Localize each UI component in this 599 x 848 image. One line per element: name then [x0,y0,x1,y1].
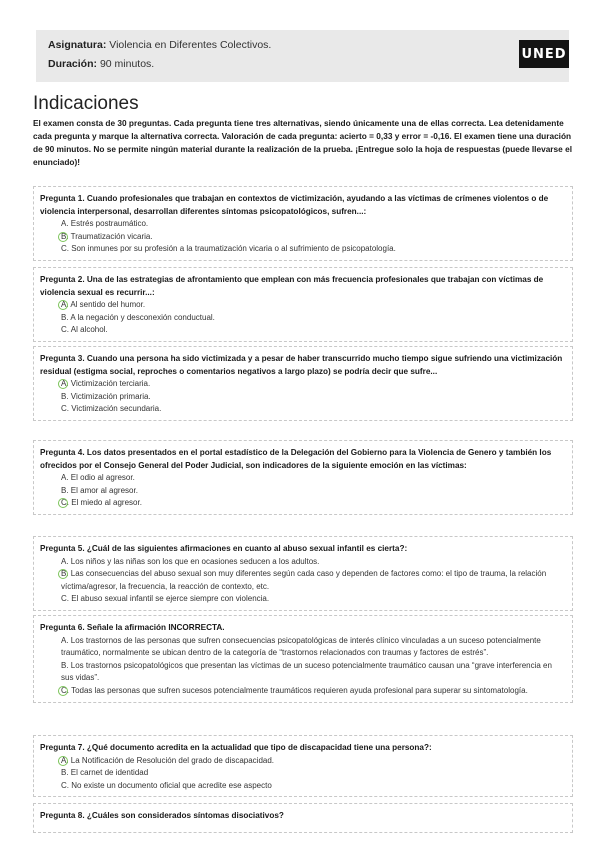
answer-option[interactable]: C. Victimización secundaria. [61,404,162,414]
answer-option[interactable]: C. Al alcohol. [61,325,108,335]
exam-header [36,30,569,82]
question-block [33,186,573,261]
answer-option[interactable]: C. Son inmunes por su profesión a la traumatización vicaria o al sufrimiento de psicopatología. [61,244,396,254]
question-block [33,735,573,797]
question-block [33,440,573,515]
question-stem: Pregunta 3. Cuando una persona ha sido victimizada y a pesar de haber transcurrido mucho tiempo sigue sufriendo una victimización residual (estigma social, reproches o comentarios negativos a largo plazo) se podría decir que sufre... [40,354,563,376]
instructions-text: El examen consta de 30 preguntas. Cada pregunta tiene tres alternativas, siendo únicamente una de ellas correcta. Lea detenidamente cada pregunta y marque la alternativa correcta. Valoración de cada pregunta: acierto = 0,33 y error = -0,16. El examen tiene una duración de 90 minutos. No se permite ningún material durante la realización de la prueba. ¡Entregue solo la hoja de respuestas (puede llevarse el enunciado)! [33,118,572,167]
question-stem: Pregunta 2. Una de las estrategias de afrontamiento que emplean con más frecuencia profesionales que trabajan con víctimas de violencia sexual es recurrir...: [40,275,544,297]
answer-option[interactable]: A. Los trastornos de las personas que sufren consecuencias psicopatológicas de interés clínico vinculadas a un suceso potencialmente traumático, normalmente se ubican dentro de la categoría de “trastornos relacionados con traumas y factores de estrés”. [61,635,541,658]
answer-option-marked[interactable]: A. Al sentido del humor. [40,299,566,312]
question-block [33,615,573,703]
answer-option-marked[interactable]: C. Todas las personas que sufren sucesos potencialmente traumáticos requieren ayuda profesional para superar su sintomatología. [40,685,566,698]
question-stem: Pregunta 4. Los datos presentados en el portal estadístico de la Delegación del Gobierno para la Violencia de Genero y también los ofrecidos por el Consejo General del Poder Judicial, son indicadores de la siguiente emoción en las víctimas: [40,448,552,470]
duration-value: 90 minutos. [99,58,155,70]
answer-option[interactable]: B. El carnet de identidad [61,768,149,778]
answer-option[interactable]: A. Los niños y las niñas son los que en ocasiones seducen a los adultos. [61,556,320,566]
subject-line [48,39,271,51]
question-stem: Pregunta 1. Cuando profesionales que trabajan en contextos de victimización, ayudando a las víctimas de crímenes violentos o de violencia interpersonal, desarrollan diferentes síntomas psicopatológicos, sufren...: [40,194,549,216]
duration-label: Duración: [48,58,98,70]
question-block [33,346,573,421]
question-stem: Pregunta 5. ¿Cuál de las siguientes afirmaciones en cuanto al abuso sexual infantil es cierta?: [40,544,408,553]
question-stem: Pregunta 8. ¿Cuáles son considerados síntomas disociativos? [40,811,284,820]
answer-option-marked[interactable]: A. Victimización terciaria. [40,378,566,391]
question-stem: Pregunta 6. Señale la afirmación INCORRECTA. [40,623,225,632]
answer-option[interactable]: A. El odio al agresor. [61,473,135,483]
question-block [33,267,573,342]
answer-option[interactable]: B. Victimización primaria. [61,391,151,401]
question-stem: Pregunta 7. ¿Qué documento acredita en la actualidad que tipo de discapacidad tiene una persona?: [40,743,432,752]
answer-option-marked[interactable]: C. El miedo al agresor. [40,497,566,510]
uned-logo: UNED [519,40,569,68]
answer-option[interactable]: B. A la negación y desconexión conductual. [61,312,215,322]
selected-answer-circle-icon [58,756,68,766]
answer-option-marked[interactable]: B. Traumatización vicaria. [40,231,566,244]
answer-option-marked[interactable]: B. Las consecuencias del abuso sexual son muy diferentes según cada caso y dependen de factores como: el tipo de trauma, la relación víctima/agresor, la frecuencia, la reacción de contexto, etc. [40,568,566,593]
answer-option-marked[interactable]: A. La Notificación de Resolución del grado de discapacidad. [40,755,566,768]
selected-answer-circle-icon [58,232,68,242]
selected-answer-circle-icon [58,686,68,696]
subject-label: Asignatura: [48,39,107,51]
answer-option[interactable]: A. Estrés postraumático. [61,219,149,229]
answer-option[interactable]: C. El abuso sexual infantil se ejerce siempre con violencia. [61,594,270,604]
answer-option[interactable]: B. Los trastornos psicopatológicos que presentan las víctimas de un suceso potencialmente traumático causan una “grave interferencia en sus vidas”. [61,660,552,683]
page-title: Indicaciones [33,93,139,114]
subject-value: Violencia en Diferentes Colectivos. [109,39,272,51]
question-block [33,803,573,833]
duration-line [48,58,154,70]
answer-option[interactable]: C. No existe un documento oficial que acredite ese aspecto [61,780,272,790]
question-block [33,536,573,611]
answer-option[interactable]: B. El amor al agresor. [61,485,138,495]
